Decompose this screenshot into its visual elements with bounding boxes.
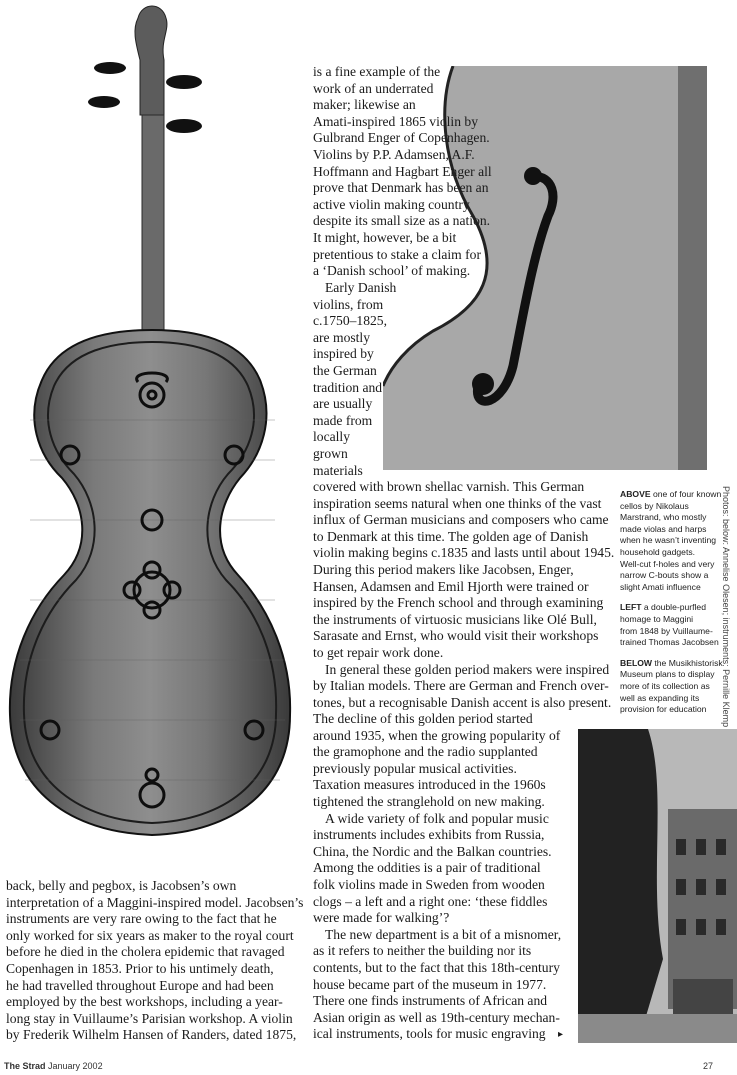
text-line: Copenhagen in 1853. Prior to his untimely death, xyxy=(6,960,274,976)
text-line: China, the Nordic and the Balkan countries. xyxy=(313,843,552,859)
text-line: interpretation of a Maggini-inspired model. Jacobsen’s xyxy=(6,894,304,910)
magazine-name: The Strad xyxy=(4,1061,46,1071)
caption-below xyxy=(620,657,723,716)
text-line: covered with brown shellac varnish. This German xyxy=(313,479,585,494)
text-line: tradition and xyxy=(313,379,383,395)
text-line: the German xyxy=(313,362,377,378)
text-line: as it refers to neither the building nor its xyxy=(313,943,532,959)
text-line: clogs – a left and a right one: ‘these fiddles xyxy=(313,893,548,909)
text-line: Among the oddities is a pair of traditional xyxy=(313,860,541,876)
text-line: violin making begins c.1835 and lasts until about 1945. xyxy=(313,545,615,561)
text-line: Gulbrand Enger of Copenhagen. xyxy=(313,130,490,146)
museum-street-photo xyxy=(578,729,737,1043)
text-line: Early Danish xyxy=(325,280,397,295)
caption-text: well as expanding its xyxy=(620,692,700,703)
column-right-narrow xyxy=(313,280,396,479)
text-line: tones, but a recognisable Danish accent is also present. xyxy=(313,694,612,710)
caption-text: cellos by Nikolaus xyxy=(620,500,689,511)
caption-text: slight Amati influence xyxy=(620,581,701,592)
caption-label: ABOVE xyxy=(620,489,651,499)
photo-credit: Photos: below: Annelise Olesen; instruments: Pernille Klemp xyxy=(721,486,731,728)
caption-text: one of four known xyxy=(650,489,722,499)
text-line: It might, however, be a bit xyxy=(313,229,457,245)
text-line: The decline of this golden period started xyxy=(313,711,533,726)
text-line: violins, from xyxy=(313,296,384,312)
text-line: Taxation measures introduced in the 1960s xyxy=(313,777,546,793)
text-line: are mostly xyxy=(313,329,371,345)
caption-above xyxy=(620,489,722,593)
caption-text: more of its collection as xyxy=(620,680,710,691)
text-line: Amati-inspired 1865 violin by xyxy=(313,113,478,129)
text-line: pretentious to stake a claim for xyxy=(313,246,481,262)
page-number: 27 xyxy=(703,1061,714,1071)
text-line: Violins by P.P. Adamsen, A.F. xyxy=(313,146,475,162)
text-line: were made for walking’? xyxy=(313,910,450,926)
continue-marker: ▸ xyxy=(558,1029,564,1040)
caption-left xyxy=(620,602,719,648)
caption-text: made violas and harps xyxy=(620,523,707,534)
text-line: folk violins made in Sweden from wooden xyxy=(313,876,545,892)
text-line: are usually xyxy=(313,396,373,412)
text-line: In general these golden period makers were inspired xyxy=(325,661,610,677)
caption-text: Marstrand, who mostly xyxy=(620,512,707,523)
text-line: Hoffmann and Hagbart Enger all xyxy=(313,163,492,179)
text-line: to get repair work done. xyxy=(313,644,444,660)
caption-label: BELOW xyxy=(620,657,652,668)
text-line: c.1750–1825, xyxy=(313,313,388,329)
text-line: employed by the best workshops, including a year- xyxy=(6,994,283,1010)
violin-photo xyxy=(0,0,292,875)
text-line: around 1935, when the growing popularity of xyxy=(313,727,561,743)
text-line: contents, but to the fact that this 18th-century xyxy=(313,959,560,975)
column-right-top xyxy=(313,64,492,280)
text-line: Asian origin as well as 19th-century mechan- xyxy=(313,1009,560,1025)
text-line: instruments are very rare owing to the fact that he xyxy=(6,911,277,927)
text-line: back, belly and pegbox, is Jacobsen’s own xyxy=(6,878,237,893)
text-line: he had travelled throughout Europe and had been xyxy=(6,977,274,993)
column-right-wide xyxy=(313,479,614,711)
caption-text: a double-purfled xyxy=(641,602,706,613)
text-line: active violin making country xyxy=(313,196,470,212)
column-left-bottom xyxy=(6,878,303,1044)
issue-date: January 2002 xyxy=(48,1061,103,1071)
text-line: locally xyxy=(313,429,350,445)
text-line: is a fine example of the xyxy=(313,64,441,79)
text-line: by Italian models. There are German and French over- xyxy=(313,678,609,694)
text-line: work of an underrated xyxy=(313,80,434,96)
text-line: inspired by the French school and through examining xyxy=(313,595,604,611)
text-line: long stay in Vuillaume’s Parisian workshop. A violin xyxy=(6,1010,293,1026)
text-line: Hansen, Adamsen and Emil Hjorth were trained or xyxy=(313,578,589,594)
text-line: inspiration seems natural when one thinks of the vast xyxy=(313,495,602,511)
caption-text: narrow C-bouts show a xyxy=(620,570,709,581)
text-line: the instruments of virtuosic musicians like Olé Bull, xyxy=(313,611,597,627)
caption-text: homage to Maggini xyxy=(620,613,694,624)
text-line: house became part of the museum in 1977. xyxy=(313,976,547,992)
caption-text: when he wasn’t inventing xyxy=(620,535,717,546)
footer-left xyxy=(4,1061,103,1071)
caption-text: provision for education xyxy=(620,704,707,715)
text-line: previously popular musical activities. xyxy=(313,760,517,776)
caption-text: the Musikhistorisk xyxy=(651,657,723,668)
text-line: maker; likewise an xyxy=(313,97,416,113)
text-line: During this period makers like Jacobsen, Enger, xyxy=(313,561,574,577)
text-line: tightened the stranglehold on new making. xyxy=(313,793,545,809)
caption-text: Museum plans to display xyxy=(620,669,715,680)
text-line: made from xyxy=(313,412,373,428)
text-line: There one finds instruments of African and xyxy=(313,993,548,1009)
text-line: grown xyxy=(313,445,348,461)
caption-text: Well-cut f-holes and very xyxy=(620,558,715,569)
caption-text: household gadgets. xyxy=(620,546,696,557)
text-line: the gramophone and the radio supplanted xyxy=(313,744,538,760)
text-line: influx of German musicians and composers who came xyxy=(313,512,609,528)
text-line: inspired by xyxy=(313,346,374,362)
text-line: materials xyxy=(313,462,363,478)
text-line: before he died in the cholera epidemic that ravaged xyxy=(6,944,285,960)
text-line: Sarasate and Ernst, who would visit their workshops xyxy=(313,628,599,644)
text-line: to Denmark at this time. The golden age of Danish xyxy=(313,528,589,544)
text-line: A wide variety of folk and popular music xyxy=(325,810,549,826)
text-line: ical instruments, tools for music engraving xyxy=(313,1026,546,1042)
caption-text: trained Thomas Jacobsen xyxy=(620,637,719,648)
caption-text: from 1848 by Vuillaume- xyxy=(620,625,713,636)
text-line: instruments includes exhibits from Russia, xyxy=(313,827,545,843)
text-line: prove that Denmark has been an xyxy=(313,180,489,196)
caption-label: LEFT xyxy=(620,602,642,613)
text-line: by Frederik Wilhelm Hansen of Randers, dated 1875, xyxy=(6,1027,297,1043)
text-line: only worked for six years as maker to the royal court xyxy=(6,927,294,943)
captions xyxy=(620,489,723,716)
text-line: a ‘Danish school’ of making. xyxy=(313,263,471,279)
column-right-bottom xyxy=(313,711,564,1043)
text-line: despite its small size as a nation. xyxy=(313,213,491,229)
text-line: The new department is a bit of a misnomer, xyxy=(325,926,562,942)
